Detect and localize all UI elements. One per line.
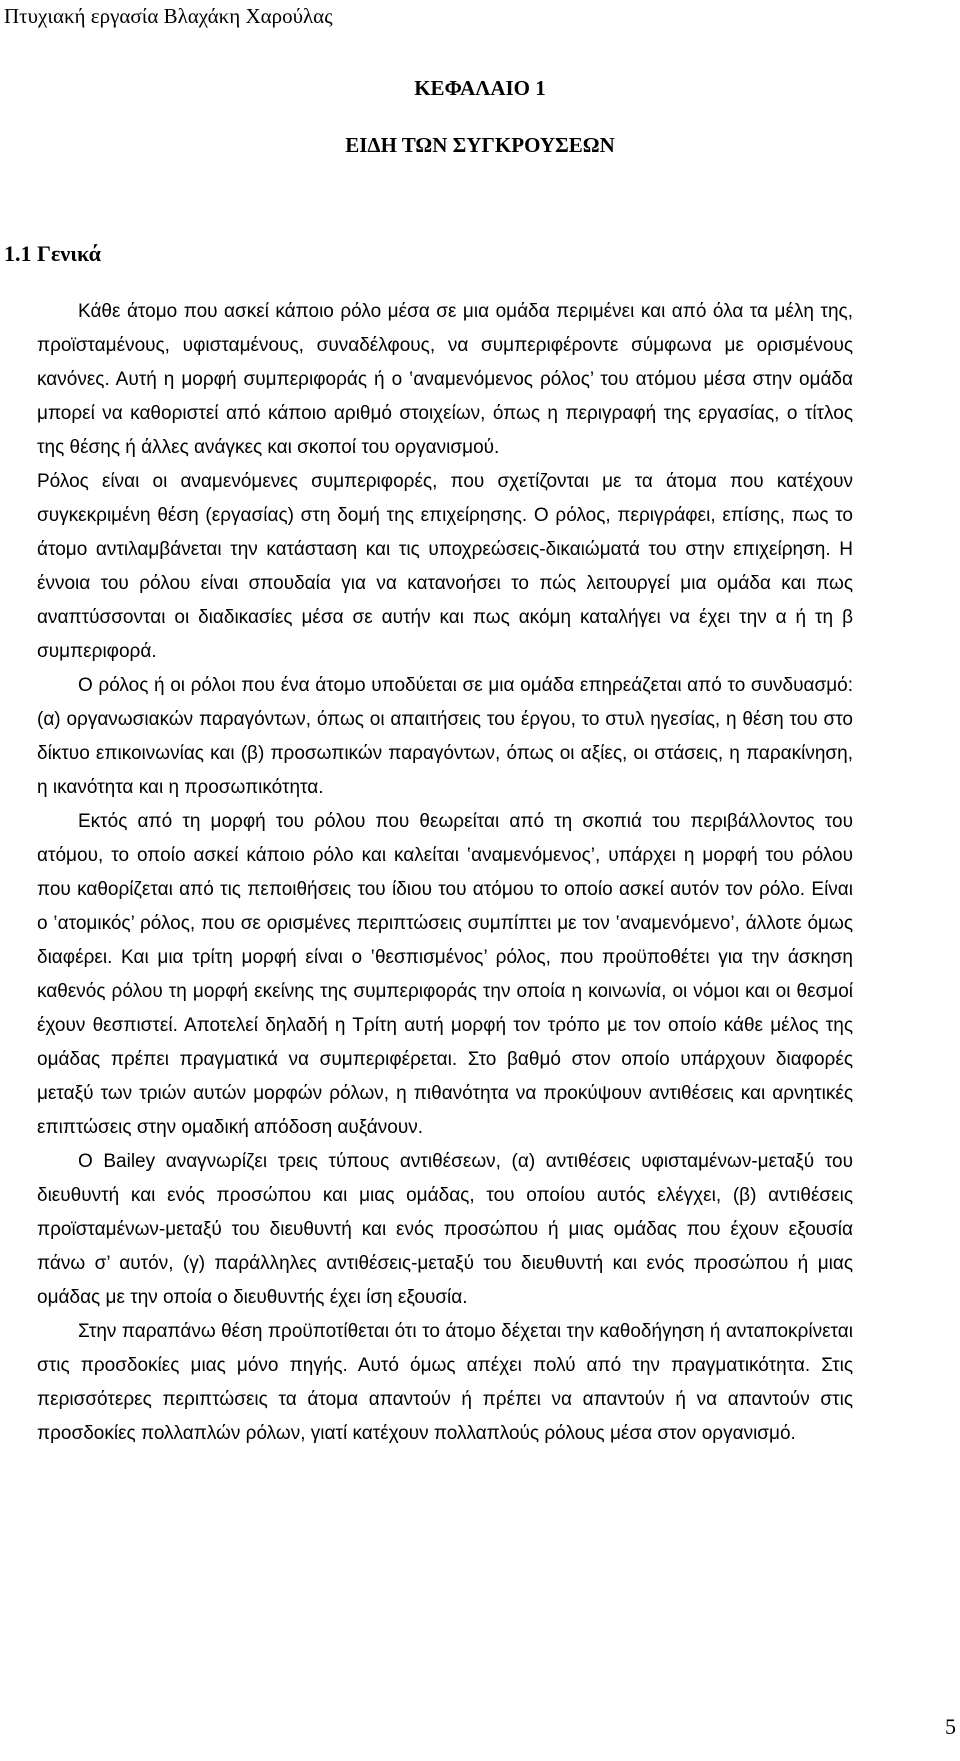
paragraph: Ο Bailey αναγνωρίζει τρεις τύπους αντιθέσεων, (α) αντιθέσεις υφισταμένων-μεταξύ του διευθυντή και ενός προσώπου και μιας ομάδας, του οποίου αυτός ελέγχει, (β) αντιθέσεις προϊσταμένων-μεταξύ του διευθυντή και ενός προσώπου ή μιας ομάδας που έχουν εξουσία πάνω σ’ αυτόν, (γ) παράλληλες αντιθέσεις-μεταξύ του διευθυντή και ενός προσώπου ή μιας ομάδας με την οποία ο διευθυντής έχει ίση εξουσία. (37, 1151, 853, 1308)
chapter-title: ΕΙΔΗ ΤΩΝ ΣΥΓΚΡΟΥΣΕΩΝ (345, 133, 615, 157)
chapter-number: ΚΕΦΑΛΑΙΟ 1 (414, 76, 546, 100)
body-text (37, 295, 853, 1451)
paragraph: Εκτός από τη μορφή του ρόλου που θεωρείται από τη σκοπιά του περιβάλλοντος του ατόμου, το οποίο ασκεί κάποιο ρόλο και καλείται ‛αναμενόμενος’, υπάρχει η μορφή του ρόλου που καθορίζεται από τις πεποιθήσεις του ίδιου του ατόμου το οποίο ασκεί αυτόν τον ρόλο. Είναι ο ‛ατομικός’ ρόλος, που σε ορισμένες περιπτώσεις συμπίπτει με τον ‛αναμενόμενο’, άλλοτε όμως διαφέρει. Και μια τρίτη μορφή είναι ο ‛θεσπισμένος’ ρόλος, που προϋποθέτει για την άσκηση καθενός ρόλου τη μορφή εκείνης της συμπεριφοράς την οποία η κοινωνία, οι νόμοι και οι θεσμοί έχουν θεσπιστεί. Αποτελεί δηλαδή η Τρίτη αυτή μορφή τον τρόπο με τον οποίο κάθε μέλος της ομάδας πρέπει πραγματικά να συμπεριφέρεται. Στο βαθμό στον οποίο υπάρχουν διαφορές μεταξύ των τριών αυτών μορφών ρόλων, η πιθανότητα να προκύψουν αντιθέσεις και αρνητικές επιπτώσεις στην ομαδική απόδοση αυξάνουν. (37, 811, 853, 1138)
page-number: 5 (945, 1714, 956, 1739)
section-heading: 1.1 Γενικά (4, 241, 101, 266)
paragraph: Ρόλος είναι οι αναμενόμενες συμπεριφορές, που σχετίζονται με τα άτομα που κατέχουν συγκεκριμένη θέση (εργασίας) στη δομή της επιχείρησης. Ο ρόλος, περιγράφει, επίσης, πως το άτομο αντιλαμβάνεται την κατάσταση και τις υποχρεώσεις-δικαιώματά του στην επιχείρηση. Η έννοια του ρόλου είναι σπουδαία για να κατανοήσει το πώς λειτουργεί μια ομάδα και πως αναπτύσσονται οι διαδικασίες μέσα σε αυτήν και πως ακόμη καταλήγει να έχει την α ή τη β συμπεριφορά. (37, 471, 853, 662)
running-header: Πτυχιακή εργασία Βλαχάκη Χαρούλας (4, 4, 333, 28)
paragraph: Κάθε άτομο που ασκεί κάποιο ρόλο μέσα σε μια ομάδα περιμένει και από όλα τα μέλη της, προϊσταμένους, υφισταμένους, συναδέλφους, να συμπεριφέροντε σύμφωνα με ορισμένους κανόνες. Αυτή η μορφή συμπεριφοράς ή ο ‛αναμενόμενος ρόλος’ του ατόμου μέσα στην ομάδα μπορεί να καθοριστεί από κάποιο αριθμό στοιχείων, όπως η περιγραφή της εργασίας, ο τίτλος της θέσης ή άλλες ανάγκες και σκοποί του οργανισμού. (37, 301, 853, 458)
paragraph: Στην παραπάνω θέση προϋποτίθεται ότι το άτομο δέχεται την καθοδήγηση ή ανταποκρίνεται στις προσδοκίες μιας μόνο πηγής. Αυτό όμως απέχει πολύ από την πραγματικότητα. Στις περισσότερες περιπτώσεις τα άτομα απαντούν ή πρέπει να απαντούν ή να απαντούν στις προσδοκίες πολλαπλών ρόλων, γιατί κατέχουν πολλαπλούς ρόλους μέσα στον οργανισμό. (37, 1321, 853, 1444)
paragraph: Ο ρόλος ή οι ρόλοι που ένα άτομο υποδύεται σε μια ομάδα επηρεάζεται από το συνδυασμό: (α) οργανωσιακών παραγόντων, όπως οι απαιτήσεις του έργου, το στυλ ηγεσίας, η θέση του στο δίκτυο επικοινωνίας και (β) προσωπικών παραγόντων, όπως οι αξίες, οι στάσεις, η παρακίνηση, η ικανότητα και η προσωπικότητα. (37, 675, 853, 798)
